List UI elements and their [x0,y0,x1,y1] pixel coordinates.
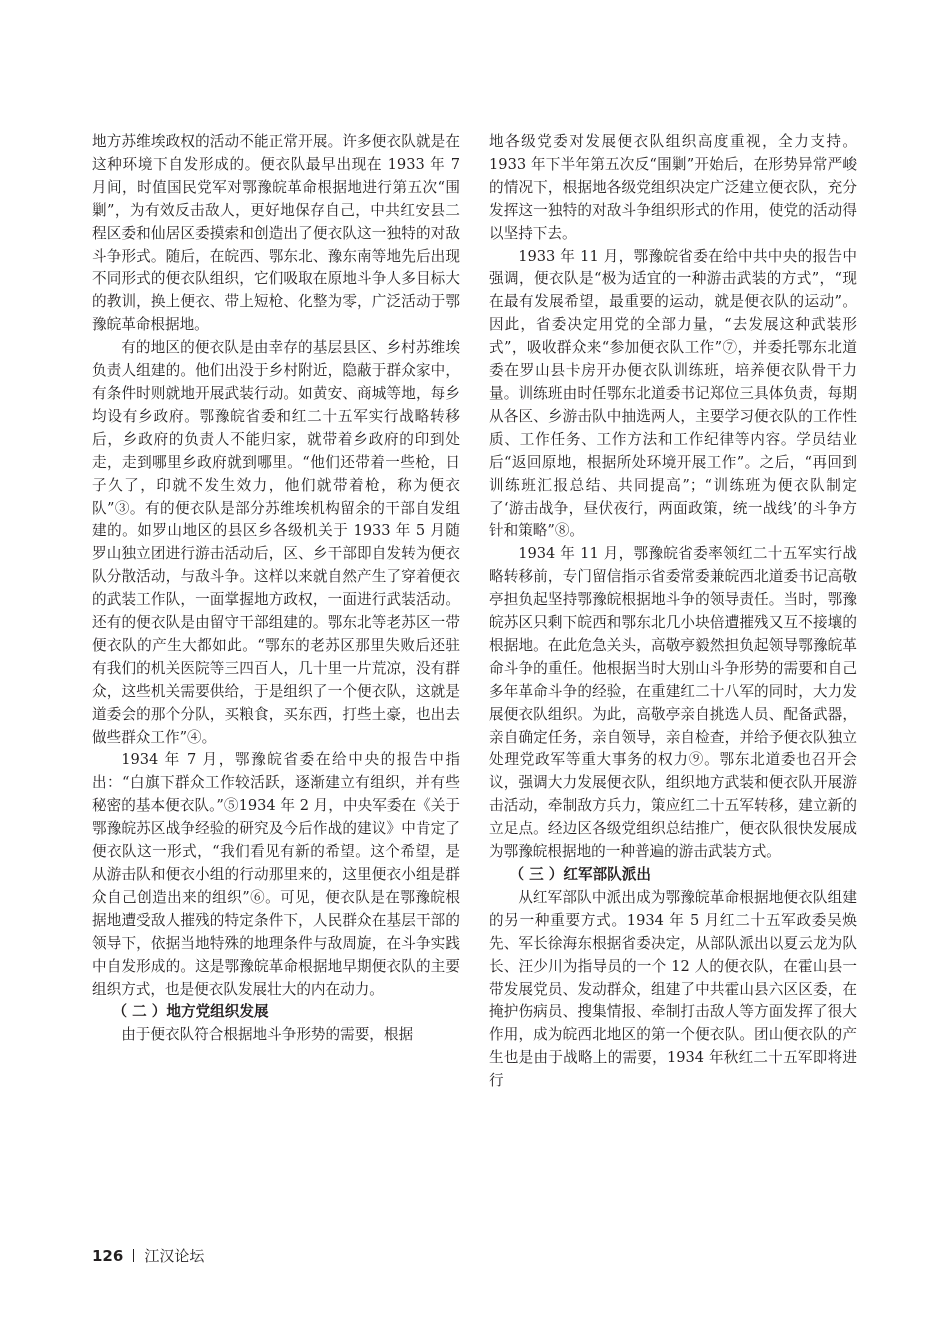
right-column [489,131,857,1093]
left-column [92,131,460,1047]
paragraph: 1933 年 11 月，鄂豫皖省委在给中共中央的报告中强调，便衣队是“极为适宜的一种游击武装的方式”，“现在最有发展希望，最重要的运动，就是便衣队的运动”。因此，省委决定用党的全部力量，“去发展这种武装形式”，吸收群众来“参加便衣队工作”⑦，并委托鄂东北道委在罗山县卡房开办便衣队训练班，培养便衣队骨干力量。训练班由时任鄂东北道委书记郑位三具体负责，每期从各区、乡游击队中抽选两人，主要学习便衣队的工作性质、工作任务、工作方法和工作纪律等内容。学员结业后“返回原地，根据所处环境开展工作”。之后，“再回到训练班汇报总结、共同提高”；“训练班为便衣队制定了‘游击战争，昼伏夜行，两面政策，统一战线’的斗争方针和策略”⑧。 [489,247,857,540]
paragraph: 有的地区的便衣队是由幸存的基层县区、乡村苏维埃负责人组建的。他们出没于乡村附近，隐蔽于群众家中，有条件时则就地开展武装行动。如黄安、商城等地，每乡均设有乡政府。鄂豫皖省委和红二十五军实行战略转移后，乡政府的负责人不能归家，就带着乡政府的印到处走，走到哪里乡政府就到哪里。“他们还带着一些枪，日子久了，印就不发生效力，他们就带着枪，称为便衣队”③。有的便衣队是部分苏维埃机构留余的干部自发组建的。如罗山地区的县区乡各级机关于 1933 年 5 月随罗山独立团进行游击活动后，区、乡干部即自发转为便衣队分散活动，与敌斗争。这样以来就自然产生了穿着便衣的武装工作队，一面掌握地方政权，一面进行武装活动。还有的便衣队是由留守干部组建的。鄂东北等老苏区一带便衣队的产生大都如此。“鄂东的老苏区那里失败后还驻有我们的机关医院等三四百人，几十里一片荒凉，没有群众，这些机关需要供给，于是组织了一个便衣队，这就是道委会的那个分队，买粮食，买东西，打些土豪，也出去做些群众工作”④。 [92,339,460,746]
paragraph: 地各级党委对发展便衣队组织高度重视，全力支持。1933 年下半年第五次反“围剿”开始后，在形势异常严峻的情况下，根据地各级党组织决定广泛建立便衣队，充分发挥这一独特的对敌斗争组织形式的作用，使党的活动得以坚持下去。 [489,133,857,242]
section-heading: （ 三 ）红军部队派出 [509,866,651,883]
divider [133,1249,134,1262]
paragraph: 1934 年 7 月，鄂豫皖省委在给中央的报告中指出：“白旗下群众工作较活跃，逐渐建立有组织，并有些秘密的基本便衣队。”⑤1934 年 2 月，中央军委在《关于鄂豫皖苏区战争经验的研究及今后作战的建议》中肯定了便衣队这一形式，“我们看见有新的希望。这个希望，是从游击队和便衣小组的行动那里来的，这里便衣小组是群众自己创造出来的组织”⑥。可见，便衣队是在鄂豫皖根据地遭受敌人摧残的特定条件下，人民群众在基层干部的领导下，依据当地特殊的地理条件与敌周旋，在斗争实践中自发形成的。这是鄂豫皖革命根据地早期便衣队的主要组织方式，也是便衣队发展壮大的内在动力。 [92,751,460,998]
paragraph: 由于便衣队符合根据地斗争形势的需要，根据 [121,1026,414,1044]
page-number: 126 [92,1247,124,1265]
page-footer [92,1245,204,1266]
paragraph: 地方苏维埃政权的活动不能正常开展。许多便衣队就是在这种环境下自发形成的。便衣队最早出现在 1933 年 7 月间，时值国民党军对鄂豫皖革命根据地进行第五次“围剿”，为有效反击敌人，更好地保存自己，中共红安县二程区委和仙居区委摸索和创造出了便衣队这一独特的对敌斗争形式。随后，在皖西、鄂东北、豫东南等地先后出现不同形式的便衣队组织，它们吸取在原地斗争人多目标大的教训，换上便衣、带上短枪、化整为零，广泛活动于鄂豫皖革命根据地。 [92,133,460,334]
paragraph: 1934 年 11 月，鄂豫皖省委率领红二十五军实行战略转移前，专门留信指示省委常委兼皖西北道委书记高敬亭担负起坚持鄂豫皖根据地斗争的领导责任。当时，鄂豫皖苏区只剩下皖西和鄂东北几小块倍遭摧残又互不接壤的根据地。在此危急关头，高敬亭毅然担负起领导鄂豫皖革命斗争的重任。他根据当时大别山斗争形势的需要和自己多年革命斗争的经验，在重建红二十八军的同时，大力发展便衣队组织。为此，高敬亭亲自挑选人员、配备武器，亲自确定任务，亲自领导，亲自检查，并给予便衣队独立处理党政军等重大事务的权力⑨。鄂东北道委也召开会议，强调大力发展便衣队，组织地方武装和便衣队开展游击活动，牵制敌方兵力，策应红二十五军转移，建立新的立足点。经边区各级党组织总结推广，便衣队很快发展成为鄂豫皖根据地的一种普遍的游击武装方式。 [489,545,857,861]
journal-name: 江汉论坛 [144,1247,205,1265]
section-heading: （ 二 ）地方党组织发展 [112,1003,269,1021]
paragraph: 从红军部队中派出成为鄂豫皖革命根据地便衣队组建的另一种重要方式。1934 年 5 月红二十五军政委吴焕先、军长徐海东根据省委决定，从部队派出以夏云龙为队长、汪少川为指导员的一个 12 人的便衣队，在霍山县一带发展党员、发动群众，组建了中共霍山县六区区委，在掩护伤病员、搜集情报、牵制打击敌人等方面发挥了很大作用，成为皖西北地区的第一个便衣队。团山便衣队的产生也是由于战略上的需要，1934 年秋红二十五军即将进行 [489,888,857,1090]
